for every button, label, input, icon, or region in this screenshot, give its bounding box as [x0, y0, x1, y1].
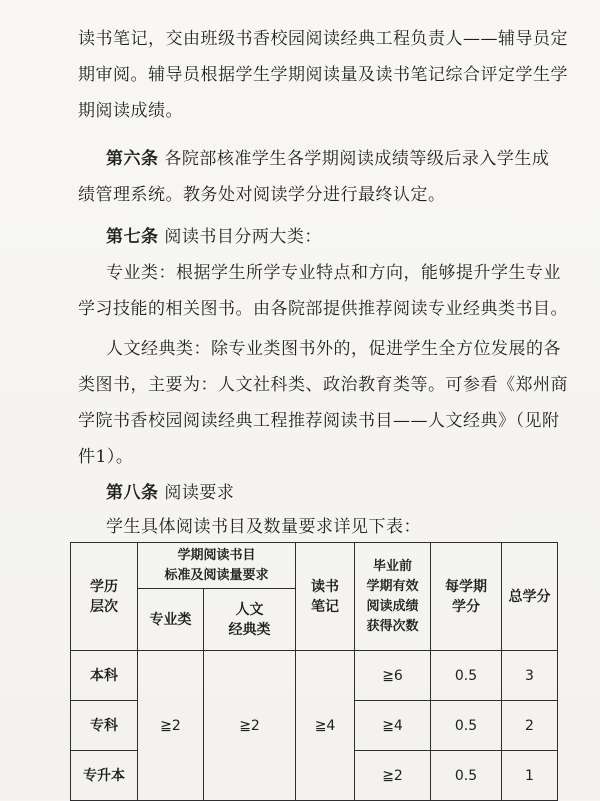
header-line: 读书: [311, 578, 340, 595]
line-text: 学生具体阅读书目及数量要求详见下表：: [106, 517, 421, 537]
cell-total: 2: [502, 701, 558, 751]
line-text: 人文经典类：除专业类图书外的，促进学生全方位发展的各: [106, 339, 561, 359]
header-line: 经典类: [228, 621, 271, 638]
table-intro-line: [106, 516, 421, 538]
article-6-line-1: [106, 148, 549, 170]
line-text: 阅读要求: [158, 483, 235, 503]
reading-requirements-table: [70, 542, 558, 801]
header-line: 层次: [90, 598, 118, 615]
header-line: 标准及阅读量要求: [164, 567, 269, 583]
cell-credit: 0.5: [431, 651, 502, 701]
header-line: 学历: [90, 578, 118, 595]
header-line: 阅读成绩: [366, 598, 419, 614]
professional-category-line-2: [78, 298, 568, 320]
article-label: 第六条: [106, 149, 159, 169]
header-line: 笔记: [311, 598, 340, 615]
header-line: 人文: [235, 601, 264, 618]
cell-valid-times: ≧2: [355, 751, 431, 801]
header-line: 学期有效: [366, 578, 419, 594]
cell-notes-count: ≧4: [296, 651, 355, 801]
cell-humanities-count: ≧2: [204, 651, 296, 801]
header-line: 专业类: [149, 611, 192, 628]
cell-level: 本科: [71, 651, 138, 701]
humanities-category-line-3: [78, 410, 560, 432]
cell-total: 3: [502, 651, 558, 701]
header-humanities: [204, 589, 296, 651]
cell-professional-count: ≧2: [138, 651, 204, 801]
article-label: 第八条: [106, 483, 159, 503]
header-education-level: [71, 543, 138, 651]
paragraph-line-3: [78, 100, 183, 122]
professional-category-line-1: [106, 262, 561, 284]
header-line: 总学分: [508, 588, 551, 605]
table-row: [71, 651, 558, 701]
header-line: 学分: [452, 598, 481, 615]
header-professional: [138, 589, 204, 651]
header-valid-times: [355, 543, 431, 651]
cell-level: 专科: [71, 701, 138, 751]
cell-total: 1: [502, 751, 558, 801]
line-text: 阅读书目分两大类：: [158, 227, 322, 247]
article-label: 第七条: [106, 227, 159, 247]
line-text: 学院书香校园阅读经典工程推荐阅读书目——人文经典》（见附: [78, 411, 560, 431]
line-text: 专业类：根据学生所学专业特点和方向，能够提升学生专业: [106, 263, 561, 283]
header-credit-per-semester: [431, 543, 502, 651]
article-7-line-1: [106, 226, 322, 248]
line-text: 绩管理系统。教务处对阅读学分进行最终认定。: [78, 185, 446, 205]
cell-credit: 0.5: [431, 701, 502, 751]
line-text: 读书笔记，交由班级书香校园阅读经典工程负责人——辅导员定: [78, 29, 568, 49]
header-line: 学期阅读书目: [177, 547, 256, 563]
line-text: 期审阅。辅导员根据学生学期阅读量及读书笔记综合评定学生学: [78, 65, 568, 85]
cell-valid-times: ≧4: [355, 701, 431, 751]
header-line: 毕业前: [373, 558, 413, 574]
paragraph-line-2: [78, 64, 568, 86]
line-text: 各院部核准学生各学期阅读成绩等级后录入学生成: [158, 149, 550, 169]
header-line: 每学期: [445, 578, 488, 595]
line-text: 学习技能的相关图书。由各院部提供推荐阅读专业经典类书目。: [78, 299, 568, 319]
humanities-category-line-1: [106, 338, 561, 360]
line-text: 期阅读成绩。: [78, 101, 183, 121]
header-semester-books: [138, 543, 296, 589]
line-text: 件1）。: [78, 447, 134, 467]
header-reading-notes: [296, 543, 355, 651]
cell-valid-times: ≧6: [355, 651, 431, 701]
humanities-category-line-4: [78, 446, 133, 468]
header-total-credit: [502, 543, 558, 651]
paragraph-line-1: [78, 28, 568, 50]
article-6-line-2: [78, 184, 446, 206]
article-8-line: [106, 482, 234, 504]
humanities-category-line-2: [78, 374, 568, 396]
cell-level: 专升本: [71, 751, 138, 801]
cell-credit: 0.5: [431, 751, 502, 801]
header-line: 获得次数: [366, 618, 419, 634]
line-text: 类图书，主要为：人文社科类、政治教育类等。可参看《郑州商: [78, 375, 568, 395]
